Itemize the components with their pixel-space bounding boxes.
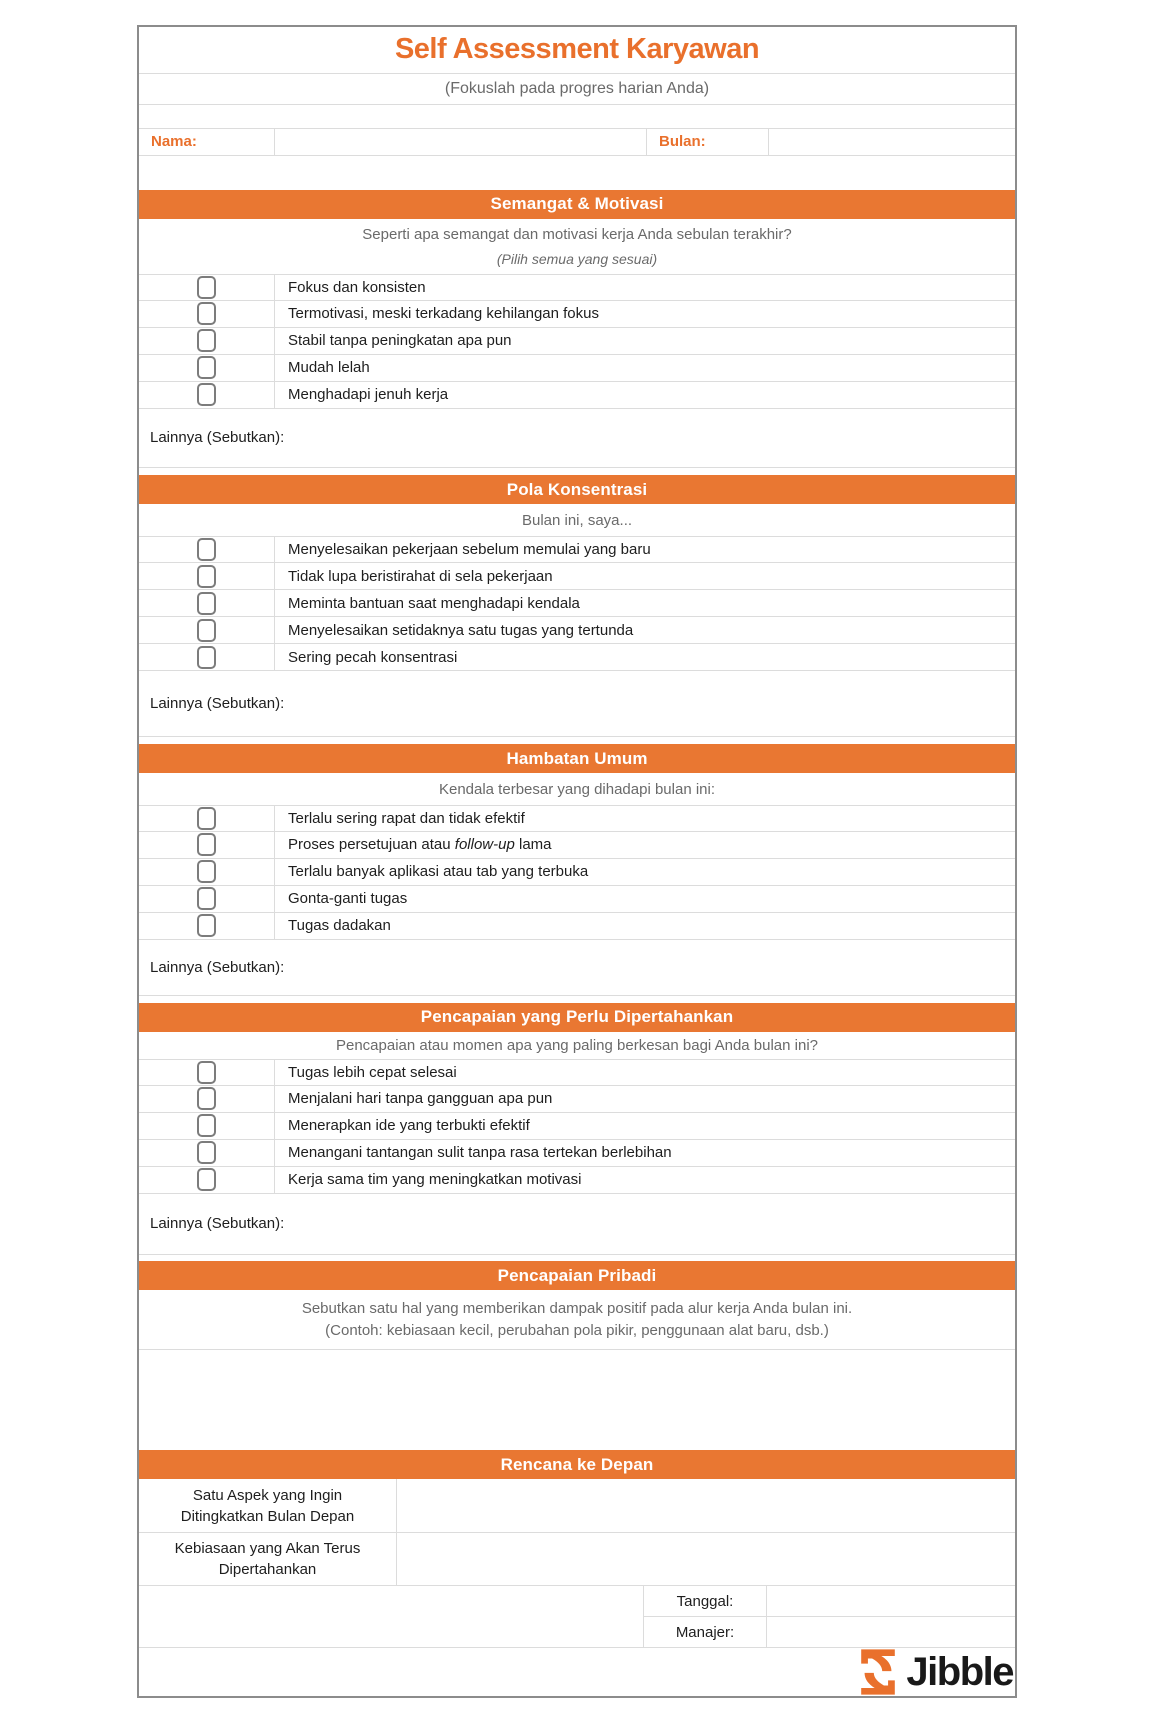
section-header-rencana: Rencana ke Depan [139, 1450, 1015, 1479]
checkbox-row [139, 1167, 1015, 1194]
plan-row-input-habit[interactable] [397, 1533, 1015, 1585]
section-question: Bulan ini, saya... [521, 511, 633, 529]
checkbox[interactable] [197, 538, 216, 561]
personal-instructions [139, 1290, 1015, 1350]
checkbox-row [139, 859, 1015, 886]
checkbox[interactable] [197, 1168, 216, 1191]
spacer [139, 996, 1015, 1003]
checkbox-row [139, 536, 1015, 563]
checkbox-label: Menjalani hari tanpa gangguan apa pun [288, 1090, 553, 1108]
checkbox[interactable] [197, 619, 216, 642]
other-specify-row [139, 671, 1015, 737]
other-specify-row [139, 409, 1015, 469]
page-subtitle: (Fokuslah pada progres harian Anda) [444, 79, 710, 97]
checkbox-row [139, 355, 1015, 382]
checkbox-label: Menerapkan ide yang terbukti efektif [288, 1117, 530, 1135]
plan-row-label-habit: Kebiasaan yang Akan Terus Dipertahankan [139, 1533, 397, 1585]
manager-row [139, 1617, 1015, 1648]
spacer [139, 105, 1015, 128]
checkbox-row [139, 644, 1015, 671]
checkbox[interactable] [197, 807, 216, 830]
checkbox[interactable] [197, 329, 216, 352]
spacer [139, 1255, 1015, 1262]
checkbox-row [139, 590, 1015, 617]
jibble-logo-icon [857, 1648, 899, 1696]
checkbox-label: Menyelesaikan setidaknya satu tugas yang tertunda [288, 621, 634, 639]
plan-row [139, 1533, 1015, 1586]
personal-question-line2: (Contoh: kebiasaan kecil, perubahan pola pikir, penggunaan alat baru, dsb.) [325, 1322, 829, 1340]
plan-row-input-improve[interactable] [397, 1479, 1015, 1532]
checkbox-label: Terlalu sering rapat dan tidak efektif [288, 810, 525, 828]
self-assessment-form [137, 25, 1017, 1698]
other-specify-label: Lainnya (Sebutkan): [150, 1215, 285, 1233]
checkbox-row [139, 563, 1015, 590]
page-title: Self Assessment Karyawan [394, 33, 760, 66]
date-input-cell[interactable] [767, 1586, 1015, 1617]
checkbox-row [139, 382, 1015, 409]
checkbox[interactable] [197, 860, 216, 883]
checkbox-label: Stabil tanpa peningkatan apa pun [288, 332, 512, 350]
section-header-pencapaian-pribadi: Pencapaian Pribadi [139, 1261, 1015, 1290]
checkbox[interactable] [197, 887, 216, 910]
checkbox-label: Menghadapi jenuh kerja [288, 386, 449, 404]
checkbox-label: Terlalu banyak aplikasi atau tab yang terbuka [288, 863, 589, 881]
checkbox[interactable] [197, 356, 216, 379]
other-specify-input-area[interactable] [284, 940, 1015, 995]
checkbox[interactable] [197, 383, 216, 406]
date-label: Tanggal: [643, 1586, 767, 1617]
section-header-hambatan-umum: Hambatan Umum [139, 744, 1015, 773]
other-specify-input-area[interactable] [284, 671, 1015, 736]
name-month-row [139, 128, 1015, 156]
checkbox-label: Menangani tantangan sulit tanpa rasa tertekan berlebihan [288, 1144, 672, 1162]
checkbox-row [139, 1113, 1015, 1140]
checkbox-row [139, 617, 1015, 644]
other-specify-input-area[interactable] [284, 409, 1015, 468]
checkbox-row [139, 1140, 1015, 1167]
spacer [139, 156, 1015, 190]
other-specify-label: Lainnya (Sebutkan): [150, 958, 285, 976]
personal-question-line1: Sebutkan satu hal yang memberikan dampak positif pada alur kerja Anda bulan ini. [301, 1300, 853, 1318]
name-label: Nama: [151, 133, 197, 151]
manager-label: Manajer: [643, 1617, 767, 1647]
subtitle-row [139, 74, 1015, 105]
section-header-semangat: Semangat & Motivasi [139, 190, 1015, 219]
other-specify-label: Lainnya (Sebutkan): [150, 695, 285, 713]
other-specify-input-area[interactable] [284, 1194, 1015, 1254]
brand-row [139, 1648, 1015, 1696]
spacer [139, 737, 1015, 744]
month-input-cell[interactable] [769, 129, 1015, 155]
checkbox-row [139, 886, 1015, 913]
plan-row-label-improve: Satu Aspek yang Ingin Ditingkatkan Bulan Depan [139, 1479, 397, 1532]
checkbox[interactable] [197, 1141, 216, 1164]
checkbox[interactable] [197, 276, 216, 299]
section-question: Seperti apa semangat dan motivasi kerja Anda sebulan terakhir? [362, 226, 792, 244]
checkbox-label: Tugas dadakan [288, 917, 391, 935]
checkbox-label: Proses persetujuan atau follow-up lama [288, 836, 552, 854]
section-header-pencapaian-dipertahankan: Pencapaian yang Perlu Dipertahankan [139, 1003, 1015, 1032]
checkbox[interactable] [197, 914, 216, 937]
checkbox-label: Menyelesaikan pekerjaan sebelum memulai yang baru [288, 541, 651, 559]
checkbox-label: Sering pecah konsentrasi [288, 648, 458, 666]
checkbox-label: Tidak lupa beristirahat di sela pekerjaan [288, 567, 553, 585]
checkbox-row [139, 328, 1015, 355]
personal-answer-area[interactable] [139, 1350, 1015, 1450]
checkbox-row [139, 1086, 1015, 1113]
checkbox-row [139, 913, 1015, 940]
checkbox[interactable] [197, 592, 216, 615]
other-specify-row [139, 940, 1015, 996]
title-row [139, 27, 1015, 74]
checkbox-label: Fokus dan konsisten [288, 278, 426, 296]
manager-input-cell[interactable] [767, 1617, 1015, 1647]
checkbox[interactable] [197, 565, 216, 588]
section-question-note: (Pilih semua yang sesuai) [496, 250, 658, 267]
checkbox-label: Gonta-ganti tugas [288, 890, 408, 908]
checkbox-row [139, 1059, 1015, 1086]
date-row [139, 1586, 1015, 1617]
checkbox[interactable] [197, 646, 216, 669]
checkbox-label: Termotivasi, meski terkadang kehilangan fokus [288, 305, 599, 323]
checkbox[interactable] [197, 1114, 216, 1137]
checkbox[interactable] [197, 1061, 216, 1084]
checkbox[interactable] [197, 302, 216, 325]
checkbox-label: Tugas lebih cepat selesai [288, 1063, 457, 1081]
checkbox[interactable] [197, 833, 216, 856]
month-label: Bulan: [659, 133, 706, 151]
checkbox-label: Kerja sama tim yang meningkatkan motivasi [288, 1171, 582, 1189]
name-input-cell[interactable] [275, 129, 647, 155]
checkbox-row [139, 274, 1015, 301]
other-specify-row [139, 1194, 1015, 1255]
checkbox-row [139, 832, 1015, 859]
section-question: Kendala terbesar yang dihadapi bulan ini: [438, 780, 716, 798]
checkbox[interactable] [197, 1087, 216, 1110]
checkbox-label: Mudah lelah [288, 359, 370, 377]
checkbox-label: Meminta bantuan saat menghadapi kendala [288, 594, 580, 612]
section-header-pola-konsentrasi: Pola Konsentrasi [139, 475, 1015, 504]
section-question: Pencapaian atau momen apa yang paling berkesan bagi Anda bulan ini? [335, 1036, 819, 1054]
other-specify-label: Lainnya (Sebutkan): [150, 429, 285, 447]
spacer [139, 468, 1015, 475]
checkbox-row [139, 805, 1015, 832]
checkbox-row [139, 301, 1015, 328]
plan-row [139, 1479, 1015, 1533]
jibble-brand-text: Jibble [906, 1650, 1013, 1695]
